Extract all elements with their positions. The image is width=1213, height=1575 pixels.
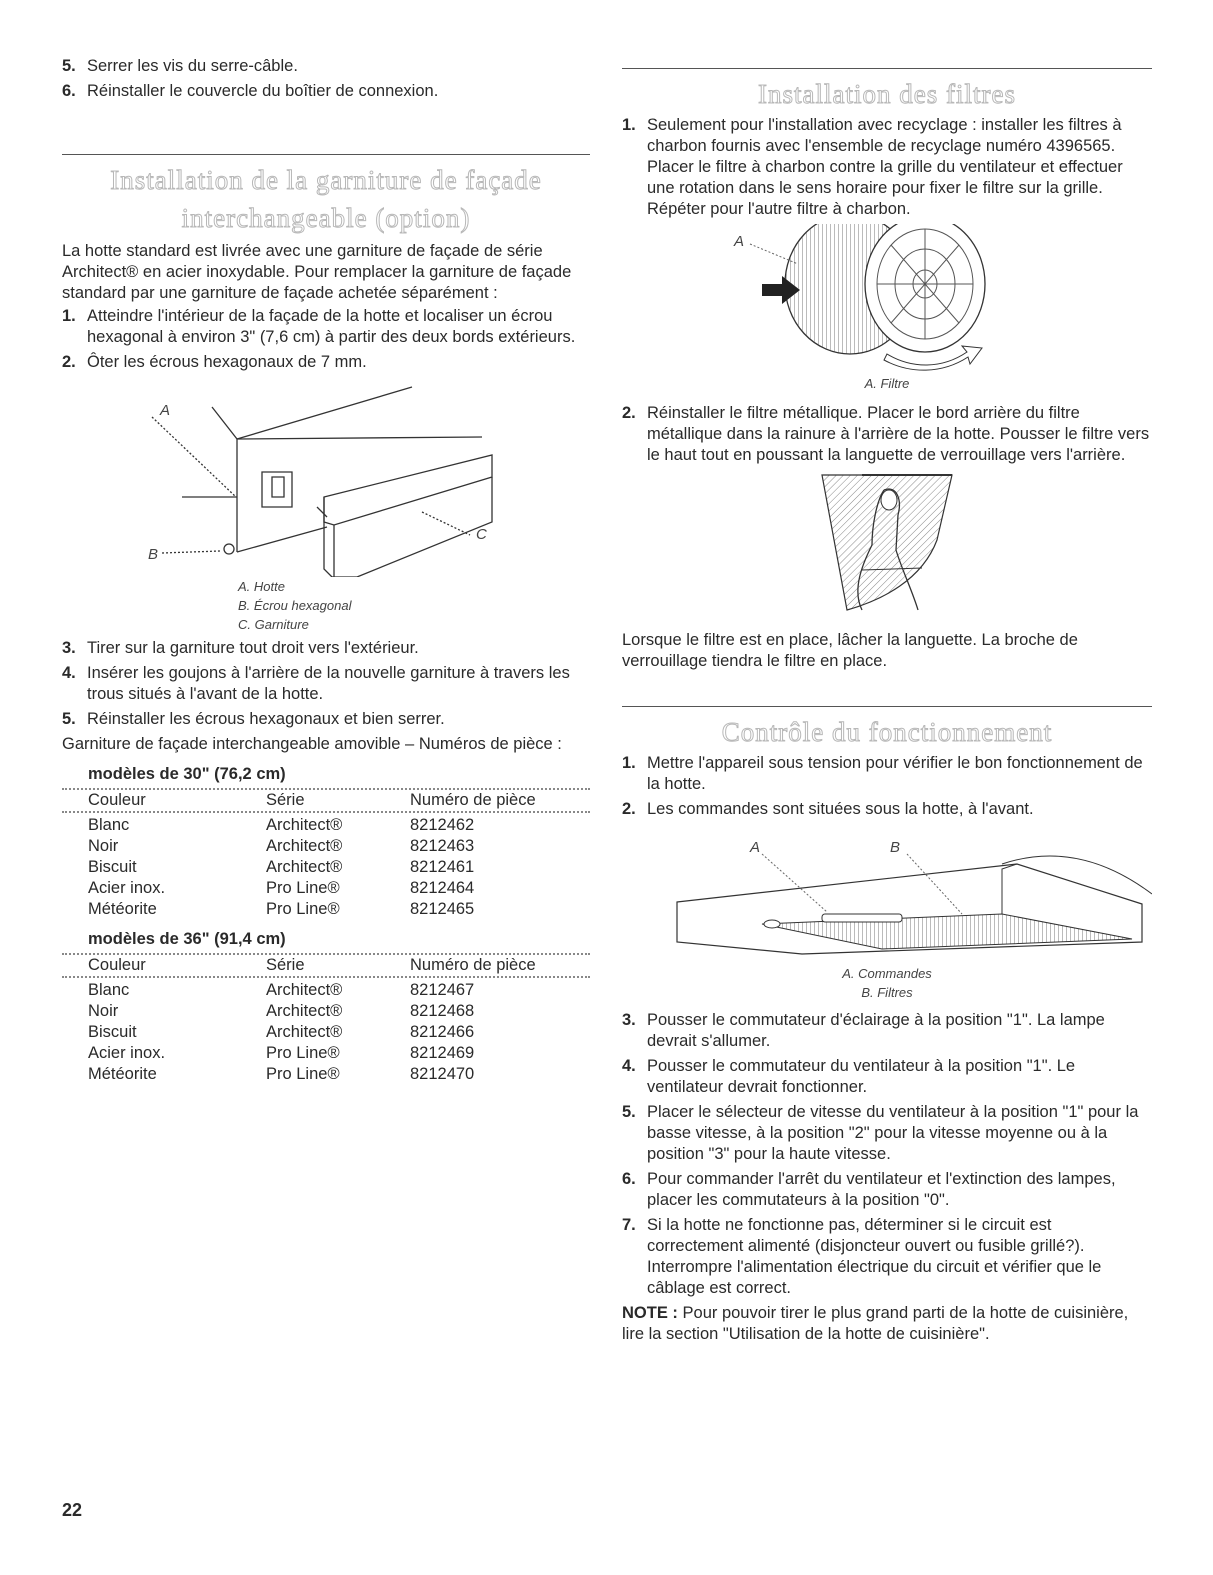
wiring-steps — [62, 56, 590, 102]
step-item — [62, 638, 590, 659]
step-item — [62, 709, 590, 730]
table-row — [62, 815, 590, 836]
heading-line-1: Installation de la garniture de façade — [110, 165, 542, 195]
cell-series: Pro Line® — [266, 900, 340, 918]
step-text: Réinstaller les écrous hexagonaux et bien serrer. — [87, 710, 445, 728]
section-heading-filters: Installation des filtres — [758, 79, 1016, 109]
cell-series: Architect® — [266, 1023, 343, 1041]
section-rule — [62, 154, 590, 155]
step-text: Réinstaller le filtre métallique. Placer le bord arrière du filtre métallique dans la rainure à l'arrière de la hotte. Pousser le filtre vers le haut tout en poussant la languette de verrouillage vers l'arrière. — [647, 404, 1150, 464]
step-text: Réinstaller le couvercle du boîtier de connexion. — [87, 82, 439, 100]
step-text: Pousser le commutateur d'éclairage à la position "1". La lampe devrait s'allumer. — [647, 1011, 1105, 1050]
step-text: Mettre l'appareil sous tension pour vérifier le bon fonctionnement de la hotte. — [647, 754, 1143, 793]
step-number: 1. — [622, 116, 636, 134]
step-text: Si la hotte ne fonctionne pas, déterminer si le circuit est correctement alimenté (disjoncteur ouvert ou fusible grillé?). Interrompre l'alimentation électrique du circuit et vérifier que le câblage est correct. — [647, 1216, 1102, 1297]
step-item — [622, 1169, 1152, 1211]
figure-label-a: A — [750, 839, 761, 856]
cell-color: Météorite — [88, 1065, 157, 1083]
cell-series: Pro Line® — [266, 1044, 340, 1062]
caption-hood: A. Hotte — [238, 579, 285, 594]
step-item — [62, 352, 590, 373]
step-number: 1. — [62, 307, 76, 325]
cell-color: Biscuit — [88, 858, 137, 876]
cell-part-number: 8212467 — [410, 981, 475, 999]
cell-color: Noir — [88, 837, 119, 855]
step-number: 5. — [622, 1103, 636, 1121]
cell-part-number: 8212463 — [410, 837, 475, 855]
trim-intro: La hotte standard est livrée avec une garniture de façade de série Architect® en acier inoxydable. Pour remplacer la garniture de façade standard par une garniture de façade achetée séparément : — [62, 242, 572, 302]
filter-steps-b — [622, 403, 1152, 466]
control-steps-b — [622, 1010, 1152, 1299]
note-label: NOTE : — [622, 1304, 678, 1322]
filter-steps-a — [622, 115, 1152, 220]
trim-steps-a — [62, 306, 590, 373]
table-row — [62, 1001, 590, 1022]
step-number: 3. — [622, 1011, 636, 1029]
step-text: Tirer sur la garniture tout droit vers l'extérieur. — [87, 639, 419, 657]
table-header-row — [62, 790, 590, 811]
figure-label-b: B — [148, 546, 159, 563]
table-divider — [62, 976, 590, 978]
table-row — [62, 1022, 590, 1043]
table-row — [62, 878, 590, 899]
cell-part-number: 8212468 — [410, 1002, 475, 1020]
left-column — [62, 56, 590, 1085]
step-item — [622, 1010, 1152, 1052]
cell-color: Météorite — [88, 900, 157, 918]
figure-hood-trim — [62, 377, 590, 634]
figure-captions — [238, 577, 590, 634]
cell-series: Pro Line® — [266, 1065, 340, 1083]
step-item — [62, 81, 590, 102]
step-number: 6. — [62, 82, 76, 100]
header-part-number: Numéro de pièce — [410, 791, 536, 809]
header-part-number: Numéro de pièce — [410, 956, 536, 974]
step-number: 4. — [62, 664, 76, 682]
step-number: 2. — [622, 800, 636, 818]
section-rule — [622, 706, 1152, 707]
section-rule — [622, 68, 1152, 69]
table-header-row — [62, 955, 590, 976]
section-heading-control: Contrôle du fonctionnement — [721, 717, 1053, 747]
section-heading-trim — [62, 161, 590, 237]
cell-color: Noir — [88, 1002, 119, 1020]
table-row — [62, 1064, 590, 1085]
parts-table-30 — [62, 765, 590, 920]
step-text: Placer le sélecteur de vitesse du ventilateur à la position "1" pour la basse vitesse, à la position "2" pour la vitesse moyenne ou à la position "3" pour la haute vitesse. — [647, 1103, 1139, 1163]
step-item — [622, 403, 1152, 466]
step-number: 6. — [622, 1170, 636, 1188]
step-item — [62, 306, 590, 348]
step-number: 5. — [62, 710, 76, 728]
cell-part-number: 8212466 — [410, 1023, 475, 1041]
cell-series: Architect® — [266, 1002, 343, 1020]
control-steps-a — [622, 753, 1152, 820]
table-row — [62, 980, 590, 1001]
figure-captions — [622, 964, 1152, 1002]
table-title: modèles de 30" (76,2 cm) — [88, 765, 286, 783]
step-item — [622, 799, 1152, 820]
note-text: Pour pouvoir tirer le plus grand parti de la hotte de cuisinière, lire la section "Utilisation de la hotte de cuisinière". — [622, 1304, 1129, 1343]
figure-label-a: A — [160, 402, 171, 419]
header-series: Série — [266, 791, 305, 809]
filter-after-text: Lorsque le filtre est en place, lâcher la languette. La broche de verrouillage tiendra le filtre en place. — [622, 631, 1078, 670]
header-color: Couleur — [88, 791, 146, 809]
cell-series: Architect® — [266, 981, 343, 999]
table-title: modèles de 36" (91,4 cm) — [88, 930, 286, 948]
cell-series: Architect® — [266, 816, 343, 834]
caption-filter: A. Filtre — [864, 376, 910, 391]
trim-steps-b — [62, 638, 590, 730]
page-number: 22 — [62, 1500, 83, 1520]
cell-part-number: 8212461 — [410, 858, 475, 876]
figure-hood-controls — [622, 824, 1152, 1002]
cell-color: Blanc — [88, 981, 130, 999]
step-number: 5. — [62, 57, 76, 75]
step-number: 2. — [62, 353, 76, 371]
table-row — [62, 899, 590, 920]
metal-filter-illustration — [622, 470, 1152, 620]
step-number: 1. — [622, 754, 636, 772]
charcoal-filter-illustration — [622, 224, 1152, 374]
figure-label-a: A — [734, 233, 745, 250]
step-text: Pousser le commutateur du ventilateur à la position "1". Le ventilateur devrait fonctionner. — [647, 1057, 1076, 1096]
header-color: Couleur — [88, 956, 146, 974]
step-item — [622, 1056, 1152, 1098]
heading-line-2: interchangeable (option) — [181, 203, 471, 233]
cell-color: Acier inox. — [88, 879, 166, 897]
figure-charcoal-filter — [622, 224, 1152, 393]
step-item — [62, 663, 590, 705]
step-item — [622, 1215, 1152, 1299]
cell-series: Pro Line® — [266, 879, 340, 897]
table-row — [62, 1043, 590, 1064]
step-item — [622, 115, 1152, 220]
cell-series: Architect® — [266, 837, 343, 855]
step-number: 7. — [622, 1216, 636, 1234]
caption-trim: C. Garniture — [238, 617, 309, 632]
step-item — [62, 56, 590, 77]
hood-controls-illustration — [622, 824, 1152, 964]
step-text: Les commandes sont situées sous la hotte, à l'avant. — [647, 800, 1034, 818]
cell-color: Biscuit — [88, 1023, 137, 1041]
note — [622, 1303, 1152, 1345]
step-item — [622, 753, 1152, 795]
table-row — [62, 857, 590, 878]
step-item — [622, 1102, 1152, 1165]
figure-metal-filter — [622, 470, 1152, 620]
cell-part-number: 8212470 — [410, 1065, 475, 1083]
cell-series: Architect® — [266, 858, 343, 876]
step-number: 2. — [622, 404, 636, 422]
figure-label-b: B — [890, 839, 901, 856]
table-row — [62, 836, 590, 857]
table-body — [62, 980, 590, 1085]
figure-label-c: C — [476, 526, 487, 543]
step-text: Atteindre l'intérieur de la façade de la hotte et localiser un écrou hexagonal à environ 3" (7,6 cm) à partir des deux bords extérieurs. — [87, 307, 576, 346]
step-number: 4. — [622, 1057, 636, 1075]
right-column — [622, 56, 1152, 1345]
step-text: Pour commander l'arrêt du ventilateur et l'extinction des lampes, placer les commutateurs à la position "0". — [647, 1170, 1116, 1209]
caption-controls: A. Commandes — [842, 966, 932, 981]
caption-filters: B. Filtres — [861, 985, 913, 1000]
cell-part-number: 8212462 — [410, 816, 475, 834]
header-series: Série — [266, 956, 305, 974]
step-text: Ôter les écrous hexagonaux de 7 mm. — [87, 353, 367, 371]
cell-color: Blanc — [88, 816, 130, 834]
hood-trim-illustration — [62, 377, 590, 577]
cell-part-number: 8212464 — [410, 879, 475, 897]
table-divider — [62, 811, 590, 813]
step-text: Seulement pour l'installation avec recyclage : installer les filtres à charbon fournis avec l'ensemble de recyclage numéro 4396565. Placer le filtre à charbon contre la grille du ventilateur et effectuer une rotation dans le sens horaire pour fixer le filtre sur la grille. Répéter pour l'autre filtre à charbon. — [647, 116, 1123, 218]
step-text: Insérer les goujons à l'arrière de la nouvelle garniture à travers les trous situés à l'avant de la hotte. — [87, 664, 570, 703]
cell-color: Acier inox. — [88, 1044, 166, 1062]
cell-part-number: 8212469 — [410, 1044, 475, 1062]
table-body — [62, 815, 590, 920]
cell-part-number: 8212465 — [410, 900, 475, 918]
caption-hex-nut: B. Écrou hexagonal — [238, 598, 352, 613]
parts-table-36 — [62, 930, 590, 1085]
parts-intro: Garniture de façade interchangeable amovible – Numéros de pièce : — [62, 735, 562, 753]
step-text: Serrer les vis du serre-câble. — [87, 57, 298, 75]
step-number: 3. — [62, 639, 76, 657]
